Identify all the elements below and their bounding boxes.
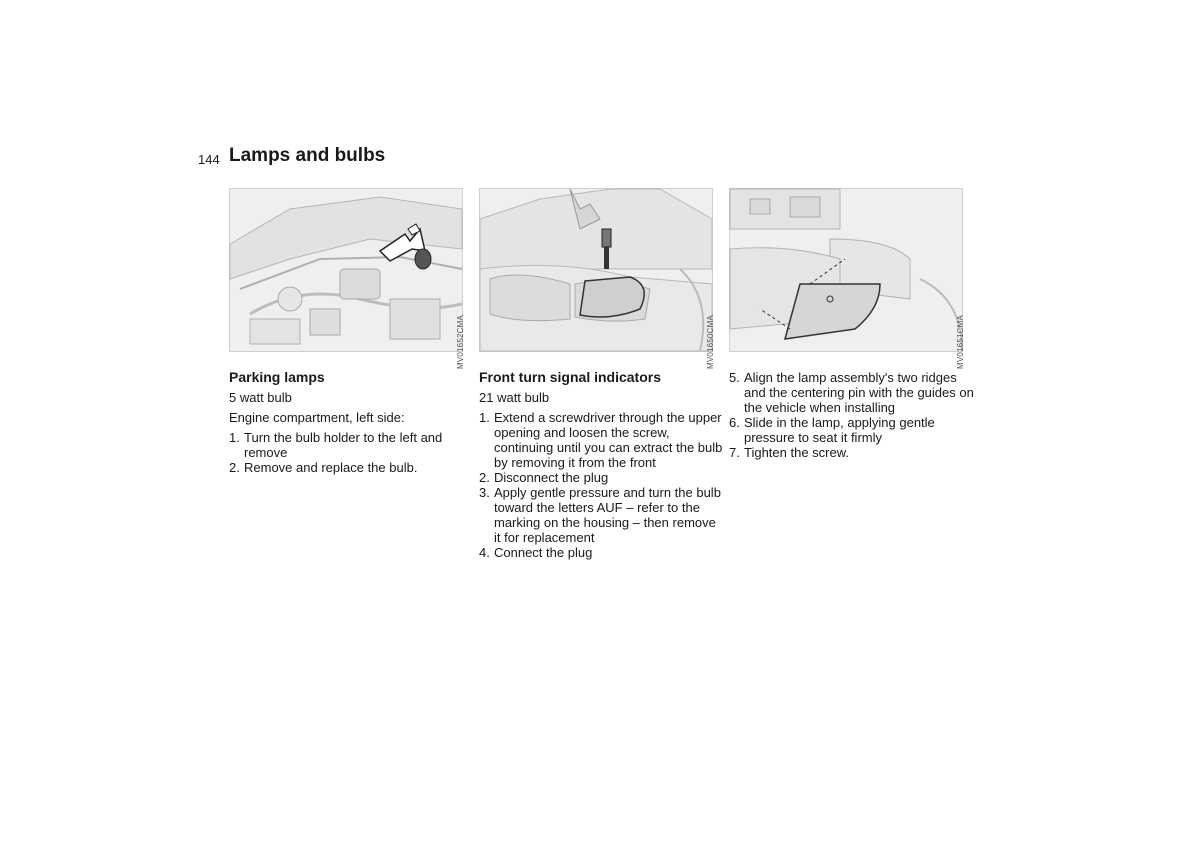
step-item: 7. Tighten the screw. bbox=[729, 445, 850, 460]
step-item: 4. Connect the plug bbox=[479, 545, 593, 560]
steps-list bbox=[479, 410, 724, 560]
steps-list bbox=[729, 370, 974, 460]
step-item: 1. Turn the bulb holder to the left and remove bbox=[229, 430, 443, 460]
bulb-rating: 21 watt bulb bbox=[479, 390, 550, 405]
step-item: 1. Extend a screwdriver through the upper opening and loosen the screw, continuing until you can extract the bulb by removing it from the front bbox=[479, 410, 723, 470]
page-number: 144 bbox=[198, 152, 220, 167]
figure-code: MV01650CMA bbox=[706, 315, 715, 370]
headlight-screwdriver-illustration bbox=[480, 189, 712, 351]
figure-parking-lamp bbox=[229, 188, 465, 370]
engine-compartment-illustration bbox=[230, 189, 462, 351]
page-title: Lamps and bulbs bbox=[229, 145, 386, 166]
figure-turn-signal-screwdriver bbox=[479, 188, 715, 370]
parking-lamps-section bbox=[229, 368, 474, 475]
section-heading: Parking lamps bbox=[229, 369, 325, 385]
step-item: 2. Remove and replace the bulb. bbox=[229, 460, 418, 475]
step-item: 3. Apply gentle pressure and turn the bulb toward the letters AUF – refer to the marking on the housing – then remove it for replacement bbox=[479, 485, 721, 545]
lamp-assembly-illustration bbox=[730, 189, 962, 351]
figure-code: MV01651CMA bbox=[956, 315, 965, 370]
figure-lamp-alignment bbox=[729, 188, 965, 370]
step-item: 6. Slide in the lamp, applying gentle pressure to seat it firmly bbox=[729, 415, 935, 445]
step-item: 5. Align the lamp assembly's two ridges and the centering pin with the guides on the vehicle when installing bbox=[729, 370, 974, 415]
steps-list bbox=[229, 430, 474, 475]
section-heading: Front turn signal indicators bbox=[479, 369, 662, 385]
continued-steps-section bbox=[729, 370, 974, 460]
location-note: Engine compartment, left side: bbox=[229, 410, 405, 425]
bulb-rating: 5 watt bulb bbox=[229, 390, 292, 405]
turn-signal-section bbox=[479, 368, 724, 560]
step-item: 2. Disconnect the plug bbox=[479, 470, 609, 485]
figure-code: MV01652CMA bbox=[456, 315, 465, 370]
